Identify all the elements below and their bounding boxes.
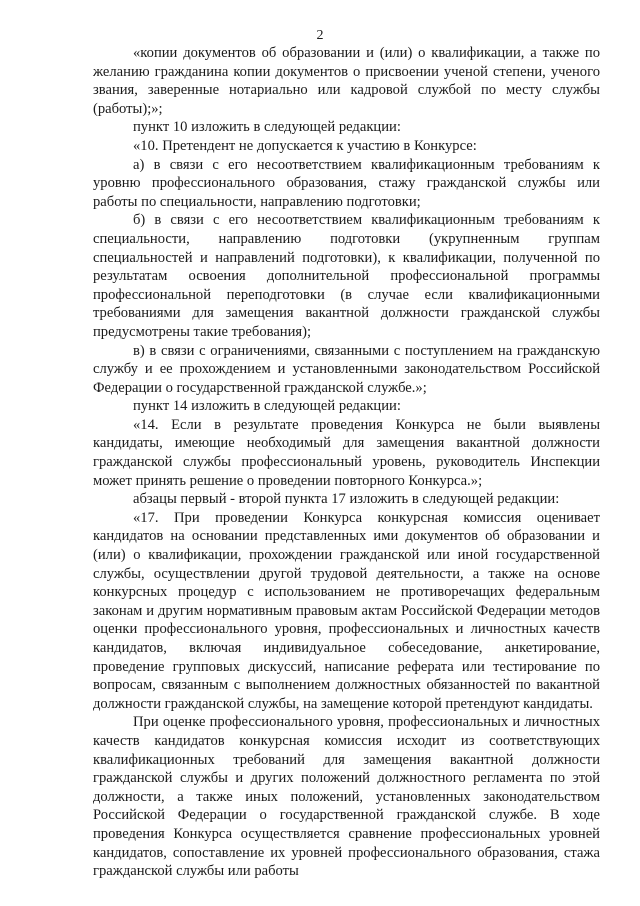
paragraph-item-17-heading: абзацы первый - второй пункта 17 изложить в следующей редакции:: [133, 491, 560, 508]
paragraph-item-14-heading: пункт 14 изложить в следующей редакции:: [133, 398, 401, 415]
page-number: 2: [316, 28, 324, 43]
paragraph-documents-copies: «копии документов об образовании и (или) о квалификации, а также по желанию гражданина копии документов о присвоении ученой степени, ученого звания, заверенные нотариально или кадровой службой по месту службы (работы);»;: [93, 45, 600, 117]
paragraph-item-10-heading: пункт 10 изложить в следующей редакции:: [133, 119, 401, 136]
paragraph-item-10-b: б) в связи с его несоответствием квалификационным требованиям к специальности, направлению подготовки (укрупненным группам специальностей и направлений подготовки), к квалификации, полученной по результатам освоения дополнительной профессиональной программы профессиональной переподготовки (в случае если квалификационными требованиями для замещения вакантной должности гражданской службы предусмотрены такие требования);: [93, 212, 600, 340]
paragraph-item-10-v: в) в связи с ограничениями, связанными с поступлением на гражданскую службу и ее прохождением и установленными законодательством Российской Федерации о государственной гражданской службе.»;: [93, 342, 600, 396]
document-body: [93, 44, 600, 881]
paragraph-assessment-text: При оценке профессионального уровня, профессиональных и личностных качеств кандидатов конкурсная комиссия исходит из соответствующих квалификационных требований для замещения вакантной должности гражданской службы и других положений должностного регламента по этой должности, а также иных положений, установленных законодательством Российской Федерации о государственной гражданской службе. В ходе проведения Конкурса осуществляется сравнение профессиональных уровней кандидатов, сопоставление их уровней профессионального образования, стажа гражданской службы или работы: [93, 714, 600, 880]
paragraph-item-17-text: «17. При проведении Конкурса конкурсная комиссия оценивает кандидатов на основании представленных ими документов об образовании и (или) о квалификации, прохождении гражданской или иной государственной службы, осуществлении другой трудовой деятельности, а также на основе конкурсных процедур с использованием не противоречащих федеральным законам и другим нормативным правовым актам Российской Федерации методов оценки профессионального уровня, профессиональных и личностных качеств кандидатов, включая индивидуальное собеседование, анкетирование, проведение групповых дискуссий, написание реферата или тестирование по вопросам, связанным с выполнением должностных обязанностей по вакантной должности гражданской службы, на замещение которой претендуют кандидаты.: [93, 509, 600, 712]
paragraph-item-10-intro: «10. Претендент не допускается к участию в Конкурсе:: [133, 137, 477, 154]
paragraph-item-14-text: «14. Если в результате проведения Конкурса не были выявлены кандидаты, имеющие необходимый для замещения вакантной должности гражданской службы профессиональный уровень, руководитель Инспекции может принять решение о проведении повторного Конкурса.»;: [93, 416, 600, 489]
paragraph-item-10-a: а) в связи с его несоответствием квалификационным требованиям к уровню профессионального образования, стажу гражданской службы или работы по специальности, направлению подготовки;: [93, 156, 600, 210]
